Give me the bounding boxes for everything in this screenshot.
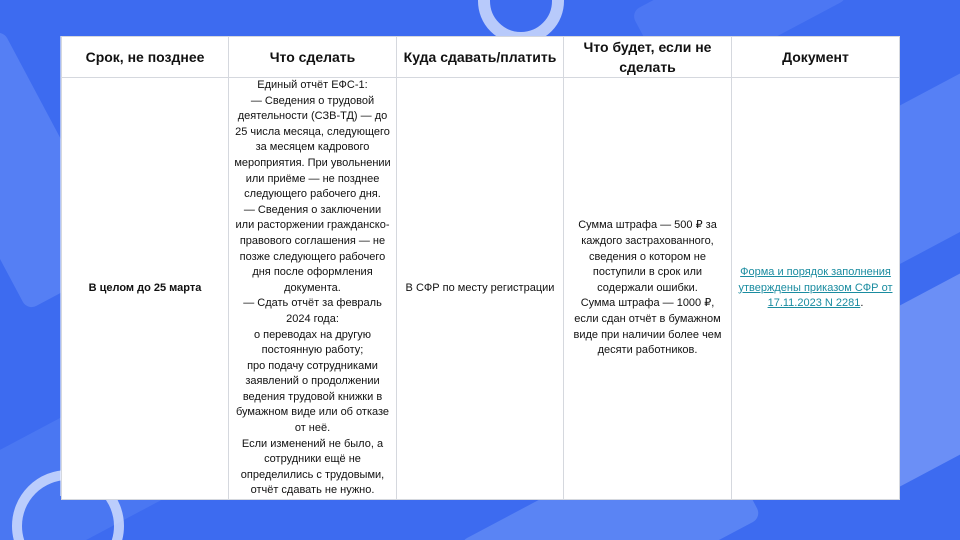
cell-where: В СФР по месту регистрации bbox=[397, 78, 564, 500]
cell-document bbox=[732, 78, 900, 500]
table-row bbox=[62, 78, 900, 500]
cell-consequence: Сумма штрафа — 500 ₽ за каждого застрахованного, сведения о котором не поступили в срок или содержали ошибки. Сумма штрафа — 1000 ₽, если сдан отчёт в бумажном виде при наличии более чем десяти работников. bbox=[564, 78, 732, 500]
document-link[interactable]: Форма и порядок заполнения утверждены приказом СФР от 17.11.2023 N 2281 bbox=[738, 266, 893, 310]
deadline-table bbox=[61, 36, 900, 500]
header-consequence: Что будет, если не сделать bbox=[564, 37, 732, 78]
header-what-to-do: Что сделать bbox=[229, 37, 397, 78]
table-header-row bbox=[62, 37, 900, 78]
cell-what-to-do: Единый отчёт ЕФС-1: — Сведения о трудовой деятельности (СЗВ-ТД) — до 25 числа месяца, следующего за месяцем кадрового мероприятия. При увольнении или приёме — не позднее следующего рабочего дня. — Сведения о заключении или расторжении гражданско-правового соглашения — не позже следующего рабочего дня после оформления документа. — Сдать отчёт за февраль 2024 года: о переводах на другую постоянную работу; про подачу сотрудниками заявлений о продолжении ведения трудовой книжки в бумажном виде или об отказе от неё. Если изменений не было, а сотрудники ещё не определились с трудовыми, отчёт сдавать не нужно. bbox=[229, 78, 397, 500]
header-where: Куда сдавать/платить bbox=[397, 37, 564, 78]
document-suffix: . bbox=[860, 297, 864, 310]
header-deadline: Срок, не позднее bbox=[62, 37, 229, 78]
header-document: Документ bbox=[732, 37, 900, 78]
cell-deadline: В целом до 25 марта bbox=[62, 78, 229, 500]
